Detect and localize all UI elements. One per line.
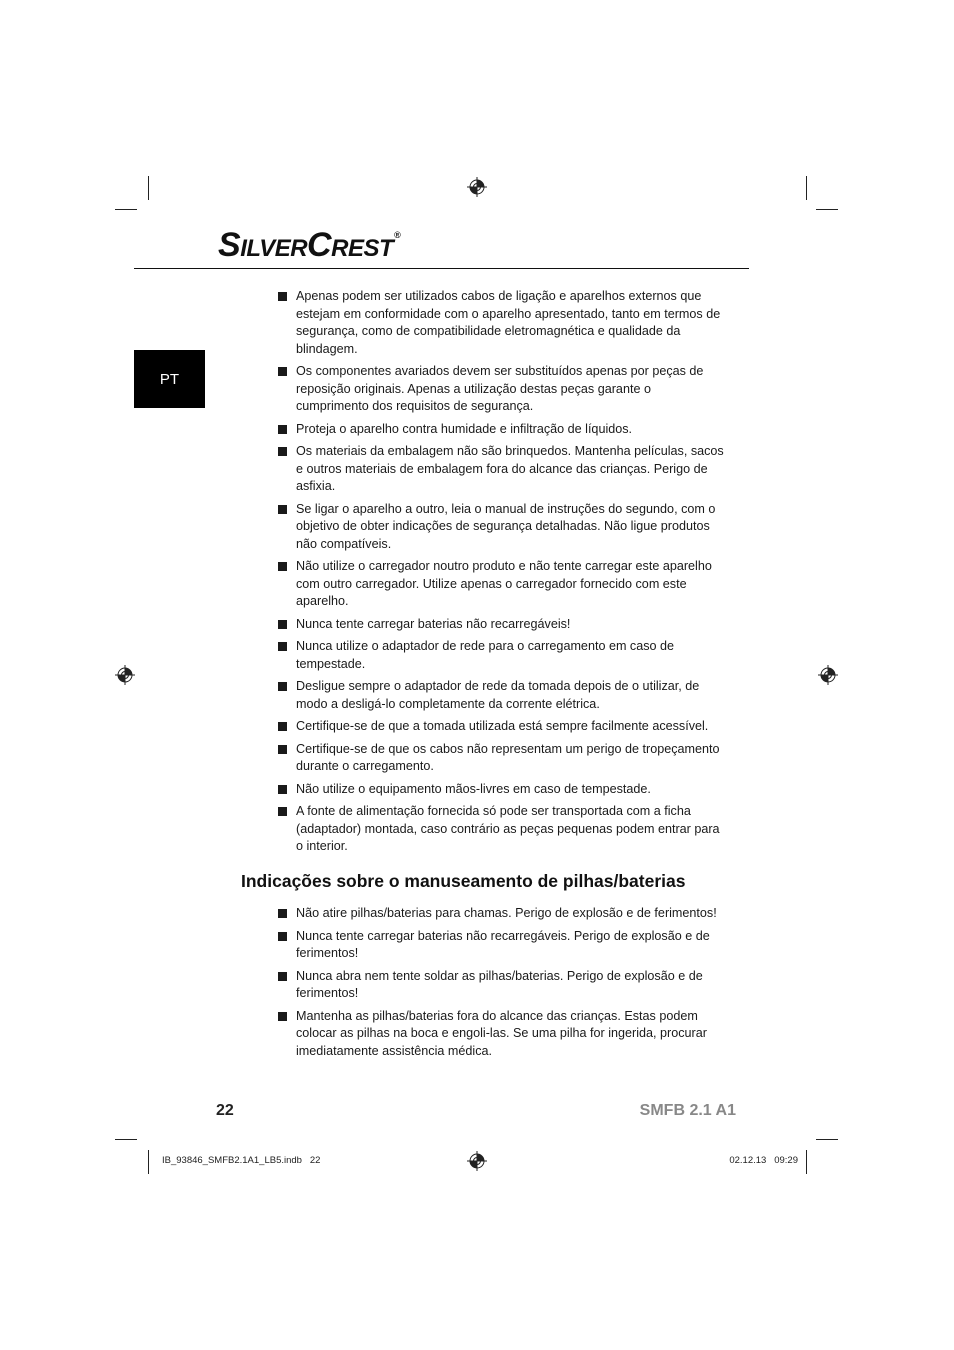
print-slug-datetime: 02.12.13 09:29	[729, 1155, 798, 1166]
list-item	[276, 968, 726, 1003]
crop-mark	[148, 176, 149, 200]
crop-mark	[806, 1150, 807, 1174]
registration-mark-icon	[115, 665, 135, 685]
logo-text: REST	[331, 235, 394, 262]
bullet-square-icon	[278, 785, 287, 794]
list-item-text: Não utilize o carregador noutro produto e não tente carregar este aparelho com outro carregador. Utilize apenas o carregador fornecido com este aparelho.	[296, 559, 712, 608]
header-rule	[134, 268, 749, 269]
bullet-square-icon	[278, 745, 287, 754]
bullet-square-icon	[278, 1012, 287, 1021]
bullet-square-icon	[278, 292, 287, 301]
list-item-text: Apenas podem ser utilizados cabos de ligação e aparelhos externos que estejam em conformidade com o aparelho apresentado, tanto em termos de segurança, como de compatibilidade eletromagnética e qualidade da blindagem.	[296, 289, 721, 356]
registration-mark-icon	[467, 1151, 487, 1171]
registered-mark: ®	[394, 230, 401, 240]
page-number: 22	[216, 1102, 234, 1119]
bullet-square-icon	[278, 367, 287, 376]
list-item	[276, 928, 726, 963]
print-slug-file: IB_93846_SMFB2.1A1_LB5.indb 22	[162, 1155, 321, 1166]
list-item-text: Certifique-se de que os cabos não representam um perigo de tropeçamento durante o carregamento.	[296, 741, 720, 773]
bullet-square-icon	[278, 562, 287, 571]
list-item-text: Não utilize o equipamento mãos-livres em caso de tempestade.	[296, 781, 651, 796]
list-item	[276, 678, 726, 713]
list-item	[276, 781, 726, 799]
crop-mark	[816, 209, 838, 210]
list-item-text: Mantenha as pilhas/baterias fora do alcance das crianças. Estas podem colocar as pilhas na boca e engoli-las. Se uma pilha for ingerida, procurar imediatamente assistência médica.	[296, 1008, 707, 1058]
list-item-text: A fonte de alimentação fornecida só pode ser transportada com a ficha (adaptador) montada, caso contrário as peças pequenas podem entrar para o interior.	[296, 804, 720, 853]
bullet-square-icon	[278, 932, 287, 941]
registration-mark-icon	[467, 177, 487, 197]
logo-letter: S	[218, 226, 241, 264]
list-item	[276, 638, 726, 673]
list-item	[276, 363, 726, 416]
logo-letter: C	[307, 226, 332, 264]
list-item	[276, 718, 726, 736]
list-item	[276, 1008, 726, 1061]
list-item-text: Proteja o aparelho contra humidade e infiltração de líquidos.	[296, 421, 633, 436]
bullet-square-icon	[278, 620, 287, 629]
list-item-text: Certifique-se de que a tomada utilizada está sempre facilmente acessível.	[296, 719, 709, 733]
model-name: SMFB 2.1 A1	[639, 1102, 736, 1119]
list-item-text: Os materiais da embalagem não são brinquedos. Mantenha películas, sacos e outros materiais de embalagem fora do alcance das crianças. Perigo de asfixia.	[296, 444, 724, 493]
crop-mark	[115, 209, 137, 210]
crop-mark	[148, 1150, 149, 1174]
list-item	[276, 501, 726, 554]
bullet-square-icon	[278, 682, 287, 691]
bullet-square-icon	[278, 505, 287, 514]
crop-mark	[816, 1139, 838, 1140]
registration-mark-icon	[818, 665, 838, 685]
list-item-text: Nunca abra nem tente soldar as pilhas/baterias. Perigo de explosão e de ferimentos!	[296, 968, 703, 1000]
section-heading: Indicações sobre o manuseamento de pilhas/baterias	[241, 871, 686, 891]
list-item-text: Nunca utilize o adaptador de rede para o carregamento em caso de tempestade.	[296, 639, 675, 671]
list-item-text: Nunca tente carregar baterias não recarregáveis!	[296, 616, 571, 631]
logo-text: ILVER	[240, 235, 308, 262]
safety-list	[276, 288, 726, 861]
list-item	[276, 616, 726, 634]
crop-mark	[115, 1139, 137, 1140]
list-item	[276, 558, 726, 611]
list-item	[276, 443, 726, 496]
list-item-text: Desligue sempre o adaptador de rede da tomada depois de o utilizar, de modo a desligá-lo completamente da corrente elétrica.	[296, 679, 700, 711]
brand-logo	[218, 226, 400, 265]
bullet-square-icon	[278, 722, 287, 731]
language-tab: PT	[134, 350, 205, 408]
list-item-text: Não atire pilhas/baterias para chamas. Perigo de explosão e de ferimentos!	[296, 906, 717, 920]
bullet-square-icon	[278, 972, 287, 981]
list-item-text: Os componentes avariados devem ser substituídos apenas por peças de reposição originais. Apenas a utilização destas peças garante o cumprimento dos requisitos de segurança.	[296, 364, 704, 413]
list-item	[276, 421, 726, 439]
bullet-square-icon	[278, 909, 287, 918]
list-item-text: Se ligar o aparelho a outro, leia o manual de instruções do segundo, com o objetivo de obter indicações de segurança detalhadas. Não ligue produtos não compatíveis.	[296, 501, 716, 551]
bullet-square-icon	[278, 425, 287, 434]
crop-mark	[806, 176, 807, 200]
bullet-square-icon	[278, 807, 287, 816]
bullet-square-icon	[278, 642, 287, 651]
list-item	[276, 803, 726, 856]
list-item	[276, 905, 726, 923]
battery-list	[276, 905, 726, 1065]
list-item	[276, 741, 726, 776]
list-item	[276, 288, 726, 358]
list-item-text: Nunca tente carregar baterias não recarregáveis. Perigo de explosão e de ferimentos!	[296, 928, 710, 960]
bullet-square-icon	[278, 447, 287, 456]
